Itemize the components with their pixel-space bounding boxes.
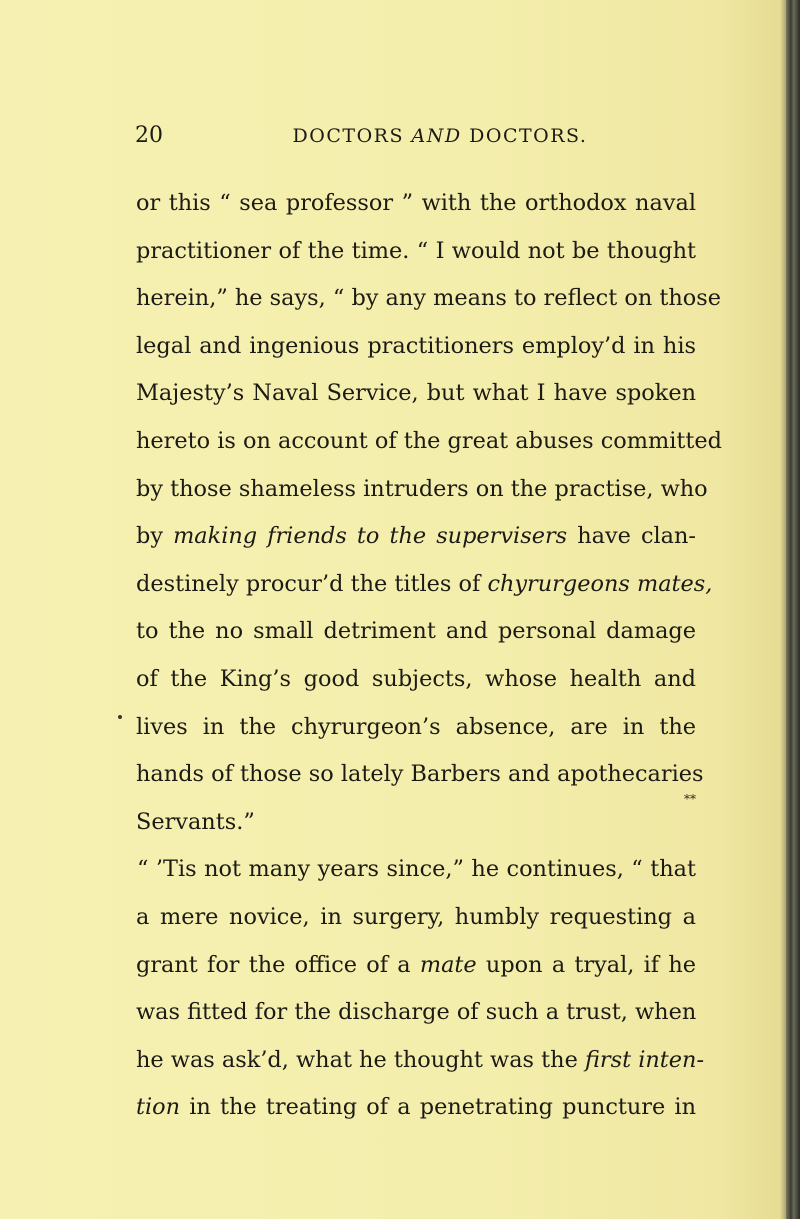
running-head-part1: DOCTORS: [292, 125, 412, 147]
book-spine: [786, 0, 800, 1219]
page-number: 20: [135, 123, 163, 148]
ink-speck: [118, 715, 122, 719]
text-line-9: destinely procur’d the titles of chyrurgeons mates,: [136, 570, 713, 597]
running-head-part2: DOCTORS.: [461, 125, 588, 147]
text-line-11: of the King’s good subjects, whose health and: [136, 665, 696, 692]
text-line-4: legal and ingenious practitioners employ’d in his: [136, 332, 696, 359]
text-line-5: Majesty’s Naval Service, but what I have spoken: [136, 380, 696, 407]
text-line-3: herein,” he says, “ by any means to reflect on those: [136, 285, 721, 312]
page-header: [135, 118, 705, 154]
text-line-19: he was ask’d, what he thought was the first inten-: [136, 1046, 705, 1073]
text-line-12: lives in the chyrurgeon’s absence, are in the: [136, 713, 696, 740]
text-line-10: to the no small detriment and personal damage: [136, 618, 696, 645]
running-head: [135, 118, 705, 154]
text-line-2: practitioner of the time. “ I would not be thought: [136, 237, 696, 264]
text-line-20: tion in the treating of a penetrating puncture in: [136, 1094, 696, 1121]
text-line-13: hands of those so lately Barbers and apothecaries: [136, 761, 704, 788]
printer-mark: **: [684, 792, 696, 806]
text-line-8: by making friends to the supervisers have clan-: [136, 523, 696, 550]
body-text: [136, 180, 722, 1132]
text-line-14: Servants.”: [136, 808, 255, 835]
text-line-18: was fitted for the discharge of such a trust, when: [136, 999, 697, 1026]
text-line-16: a mere novice, in surgery, humbly requesting a: [136, 903, 696, 930]
text-line-15: “ ’Tis not many years since,” he continues, “ that: [137, 856, 696, 883]
running-head-and: AND: [411, 125, 462, 147]
text-line-17: grant for the office of a mate upon a tryal, if he: [136, 951, 696, 978]
text-line-7: by those shameless intruders on the practise, who: [136, 475, 708, 502]
text-line-6: hereto is on account of the great abuses committed: [136, 427, 722, 454]
text-line-1: or this “ sea professor ” with the orthodox naval: [136, 190, 696, 216]
